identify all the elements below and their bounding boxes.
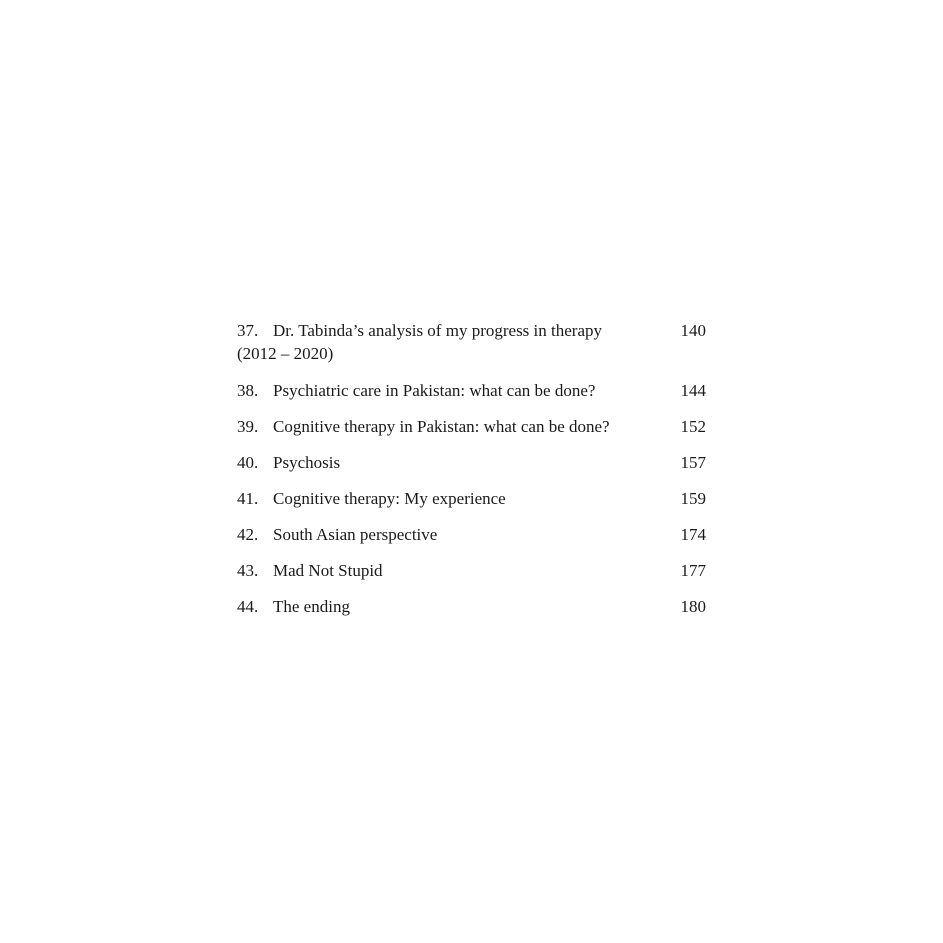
toc-entry-page: 140 xyxy=(680,321,706,340)
toc-entry-38[interactable] xyxy=(237,380,706,402)
toc-entry-title: Cognitive therapy in Pakistan: what can be done? xyxy=(273,417,610,436)
toc-entry-number: 40. xyxy=(237,453,259,472)
toc-entry-page: 174 xyxy=(680,525,706,544)
toc-entry-number: 44. xyxy=(237,597,259,616)
toc-entry-43[interactable] xyxy=(237,560,706,582)
toc-entry-number: 39. xyxy=(237,417,259,436)
toc-entry-39[interactable] xyxy=(237,416,706,438)
toc-entry-40[interactable] xyxy=(237,452,706,474)
toc-entry-title: South Asian perspective xyxy=(273,525,438,544)
toc-entry-title: Mad Not Stupid xyxy=(273,561,383,580)
toc-entry-number: 38. xyxy=(237,381,259,400)
toc-entry-number: 42. xyxy=(237,525,259,544)
toc-entry-title: Psychiatric care in Pakistan: what can be done? xyxy=(273,381,596,400)
toc-entry-41[interactable] xyxy=(237,488,706,510)
toc-entry-title-continuation: (2012 – 2020) xyxy=(237,344,334,363)
toc-entry-42[interactable] xyxy=(237,524,706,546)
toc-entry-page: 177 xyxy=(680,561,706,580)
toc-entry-page: 157 xyxy=(680,453,706,472)
toc-entry-title: Psychosis xyxy=(273,453,341,472)
toc-entry-44[interactable] xyxy=(237,596,706,618)
toc-entry-title: The ending xyxy=(273,597,350,616)
toc-entry-title: Cognitive therapy: My experience xyxy=(273,489,506,508)
table-of-contents xyxy=(237,320,706,632)
toc-entry-number: 43. xyxy=(237,561,259,580)
toc-entry-number: 37. xyxy=(237,321,259,340)
toc-entry-number: 41. xyxy=(237,489,259,508)
toc-entry-page: 144 xyxy=(680,381,706,400)
toc-entry-37[interactable] xyxy=(237,320,706,365)
toc-entry-page: 159 xyxy=(680,489,706,508)
toc-entry-page: 152 xyxy=(680,417,706,436)
toc-entry-title: Dr. Tabinda’s analysis of my progress in therapy xyxy=(273,321,602,340)
toc-entry-page: 180 xyxy=(680,597,706,616)
